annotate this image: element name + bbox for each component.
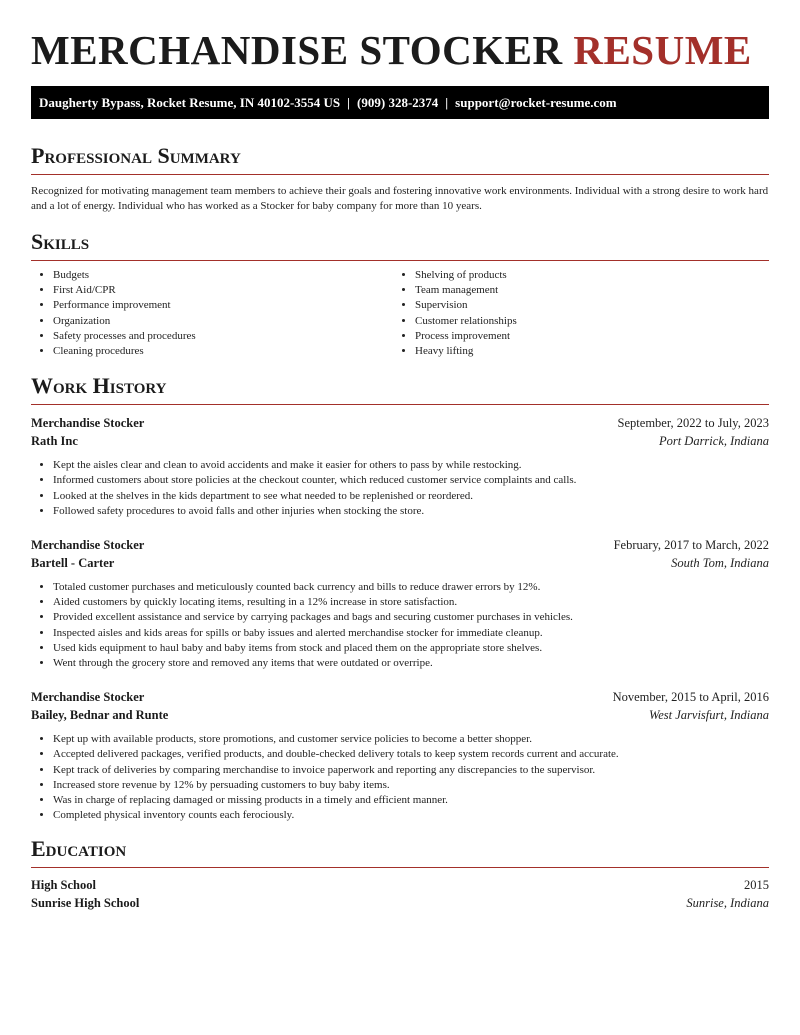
job-company-row bbox=[31, 432, 769, 450]
job-bullet: • Accepted delivered packages, verified products, and double-checked delivery totals to keep system records current and accurate. bbox=[53, 747, 769, 762]
skill-item: • Process improvement bbox=[415, 329, 755, 344]
summary-section bbox=[31, 143, 769, 214]
skill-item: • Shelving of products bbox=[415, 268, 755, 283]
job-entry bbox=[31, 414, 769, 519]
skill-item: • Customer relationships bbox=[415, 314, 755, 329]
job-bullet: • Went through the grocery store and removed any items that were outdated or overripe. bbox=[53, 656, 769, 671]
education-location: Sunrise, Indiana bbox=[686, 896, 769, 911]
work-heading: Work History bbox=[31, 373, 769, 405]
contact-phone[interactable]: (909) 328-2374 bbox=[357, 95, 439, 110]
job-bullet: • Looked at the shelves in the kids department to see what needed to be replenished or reordered. bbox=[53, 489, 769, 504]
skills-columns bbox=[31, 268, 769, 359]
education-degree: High School bbox=[31, 878, 96, 893]
contact-separator: | bbox=[445, 95, 449, 110]
education-school-row bbox=[31, 894, 769, 912]
job-header-row bbox=[31, 414, 769, 432]
job-bullet: • Was in charge of replacing damaged or missing products in a timely and efficient manner. bbox=[53, 793, 769, 808]
job-bullets bbox=[31, 458, 769, 519]
education-header-row bbox=[31, 876, 769, 894]
contact-address: Daugherty Bypass, Rocket Resume, IN 40102-3554 US bbox=[39, 95, 341, 110]
summary-text: Recognized for motivating management team members to achieve their goals and fostering innovative work environments. Individual with a strong desire to work hard and a lot of energy. Individual who has worked as a Stocker for baby company for more than 10 years. bbox=[31, 185, 769, 212]
job-company-row bbox=[31, 554, 769, 572]
contact-bar bbox=[31, 86, 769, 119]
job-bullet: • Used kids equipment to haul baby and baby items from stock and placed them on the appropriate store shelves. bbox=[53, 641, 769, 656]
job-entry bbox=[31, 536, 769, 671]
resume-title bbox=[31, 0, 769, 80]
skills-left-list bbox=[31, 268, 393, 359]
skills-right-list bbox=[393, 268, 755, 359]
skill-item: • Supervision bbox=[415, 298, 755, 313]
skill-item: • Organization bbox=[53, 314, 393, 329]
contact-email[interactable]: support@rocket-resume.com bbox=[455, 95, 617, 110]
job-bullet: • Provided excellent assistance and service by carrying packages and bags and securing customer purchases in vehicles. bbox=[53, 610, 769, 625]
skill-item: • Safety processes and procedures bbox=[53, 329, 393, 344]
job-title: Merchandise Stocker bbox=[31, 538, 145, 553]
skill-item: • Budgets bbox=[53, 268, 393, 283]
job-dates: November, 2015 to April, 2016 bbox=[612, 690, 769, 705]
job-bullet: • Kept up with available products, store promotions, and customer service policies to become a better shopper. bbox=[53, 732, 769, 747]
job-bullets bbox=[31, 732, 769, 823]
contact-separator: | bbox=[347, 95, 351, 110]
job-location: South Tom, Indiana bbox=[671, 556, 769, 571]
job-company: Bartell - Carter bbox=[31, 556, 115, 571]
job-header-row bbox=[31, 536, 769, 554]
job-entry bbox=[31, 688, 769, 823]
job-dates: February, 2017 to March, 2022 bbox=[613, 538, 769, 553]
skill-item: • First Aid/CPR bbox=[53, 283, 393, 298]
job-company: Bailey, Bednar and Runte bbox=[31, 708, 169, 723]
job-company-row bbox=[31, 706, 769, 724]
education-year: 2015 bbox=[744, 878, 769, 893]
job-header-row bbox=[31, 688, 769, 706]
education-entry bbox=[31, 876, 769, 912]
job-bullet: • Informed customers about store policies at the checkout counter, which reduced customer service complaints and calls. bbox=[53, 473, 769, 488]
job-bullets bbox=[31, 580, 769, 671]
job-bullet: • Inspected aisles and kids areas for spills or baby issues and alerted merchandise stocker for immediate cleanup. bbox=[53, 626, 769, 641]
job-title: Merchandise Stocker bbox=[31, 416, 145, 431]
skills-heading: Skills bbox=[31, 229, 769, 261]
title-main: MERCHANDISE STOCKER bbox=[31, 27, 563, 73]
summary-heading: Professional Summary bbox=[31, 143, 769, 175]
job-bullet: • Completed physical inventory counts each ferociously. bbox=[53, 808, 769, 823]
job-bullet: • Totaled customer purchases and meticulously counted back currency and bills to reduce drawer errors by 12%. bbox=[53, 580, 769, 595]
job-bullet: • Kept track of deliveries by comparing merchandise to invoice paperwork and reporting any discrepancies to the supervisor. bbox=[53, 763, 769, 778]
job-bullet: • Increased store revenue by 12% by persuading customers to buy baby items. bbox=[53, 778, 769, 793]
job-location: Port Darrick, Indiana bbox=[658, 434, 769, 449]
skills-right-column bbox=[393, 268, 755, 359]
job-title: Merchandise Stocker bbox=[31, 690, 145, 705]
job-dates: September, 2022 to July, 2023 bbox=[617, 416, 769, 431]
education-section bbox=[31, 836, 769, 912]
job-bullet: • Aided customers by quickly locating items, resulting in a 12% increase in store satisfaction. bbox=[53, 595, 769, 610]
job-location: West Jarvisfurt, Indiana bbox=[648, 708, 769, 723]
education-heading: Education bbox=[31, 836, 769, 868]
work-section bbox=[31, 373, 769, 823]
skill-item: • Cleaning procedures bbox=[53, 344, 393, 359]
skill-item: • Team management bbox=[415, 283, 755, 298]
job-bullet: • Followed safety procedures to avoid falls and other injuries when stocking the store. bbox=[53, 504, 769, 519]
resume-page bbox=[31, 0, 769, 912]
education-school: Sunrise High School bbox=[31, 896, 140, 911]
skills-section bbox=[31, 229, 769, 359]
skill-item: • Heavy lifting bbox=[415, 344, 755, 359]
skills-left-column bbox=[31, 268, 393, 359]
title-accent: RESUME bbox=[573, 27, 752, 73]
job-company: Rath Inc bbox=[31, 434, 78, 449]
skill-item: • Performance improvement bbox=[53, 298, 393, 313]
job-bullet: • Kept the aisles clear and clean to avoid accidents and make it easier for others to pass by while restocking. bbox=[53, 458, 769, 473]
